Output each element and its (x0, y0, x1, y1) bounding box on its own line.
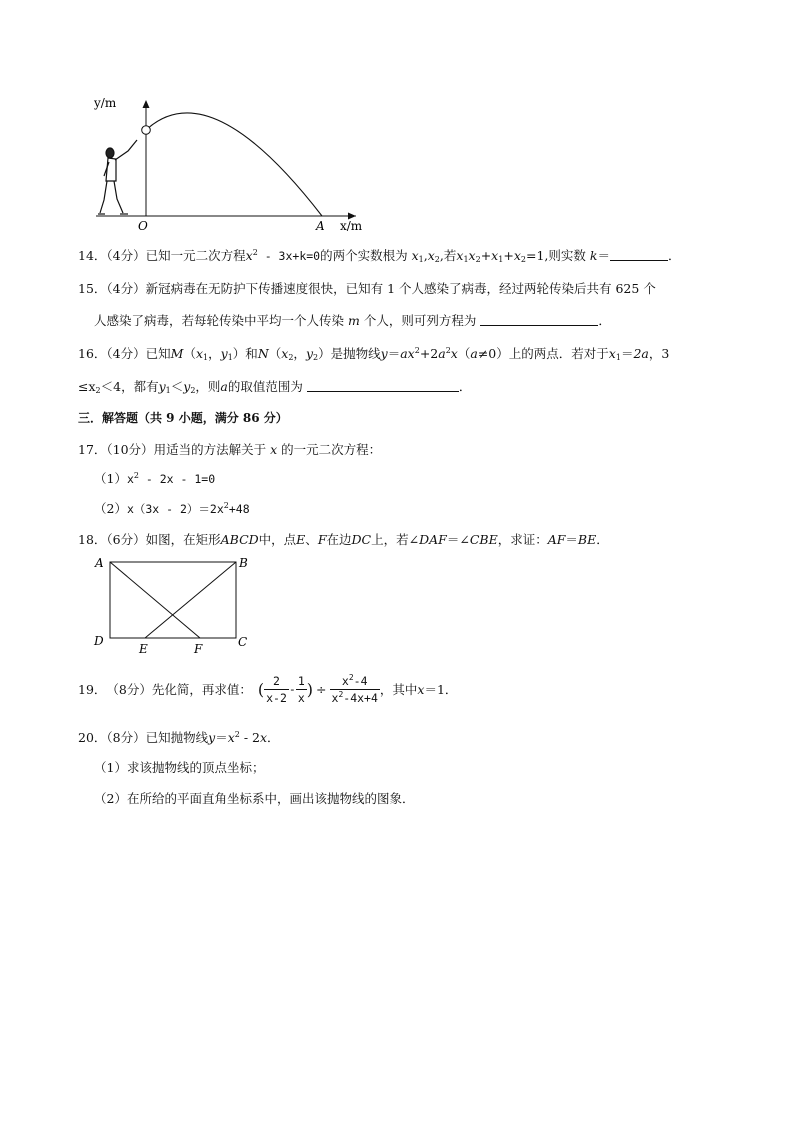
ball-trajectory (146, 113, 322, 216)
segment-af (110, 562, 200, 638)
q16-answer-blank[interactable] (307, 380, 459, 392)
question-15-line2: 人感染了病毒，若每轮传染中平均一个人传染 m 个人，则可列方程为 ． (94, 313, 611, 328)
x-axis-label: x/m (340, 219, 363, 233)
q15-answer-blank[interactable] (480, 314, 598, 326)
section-3-heading: 三．解答题（共 9 小题，满分 86 分） (78, 411, 288, 425)
q19-score: （8分） (106, 682, 152, 697)
q20-score: （8分） (106, 730, 146, 745)
point-a-label: A (316, 219, 325, 233)
question-16-line1: 16．（4分）已知$M(x_1$，$y_1$）和$N(x_2$，$y_2$）是抛物线$y=ax^2+2a^2x(a\ne 0)$上的两点．若对于$x_1=2a$，3 (78, 346, 670, 362)
question-17-part1: $(1)x^2 - 2x - 1=0$ (94, 471, 216, 486)
vertex-a-label: A (95, 556, 104, 570)
q15-text-line1: 新冠病毒在无防护下传播速度很快，已知有 1 个人感染了病毒，经过两轮传染后共有 625 个 (145, 281, 656, 296)
question-15-line1 (78, 279, 656, 297)
q19-number: 19． (78, 682, 107, 697)
q16-number: 16． (78, 346, 107, 361)
q18-number: 18． (78, 532, 107, 547)
parabola-figure (90, 96, 370, 236)
question-14: 14．（4分）已知一元二次方程$x^2 - 3x+k=0$的两个实数根为 $x_1,x_2$,若$x_1x_2+x_1+x_2=1$,则实数 k＝ ． (78, 248, 681, 264)
vertex-c-label: C (238, 635, 248, 649)
question-20-part2: （2）在所给的平面直角坐标系中，画出该抛物线的图象． (94, 791, 415, 806)
q17-score: （10分） (106, 442, 154, 457)
q14-number: 14． (78, 248, 107, 263)
fraction-2-over-x-minus-2: $\frac{2}{x-2}$ (266, 673, 287, 705)
q15-number: 15． (78, 281, 107, 296)
question-20: 20．（8分）已知抛物线$y=x^2 - 2x$． (78, 730, 280, 745)
question-17-part2: $(2)x(3x - 2)=2x^2+48$ (94, 501, 250, 516)
point-f-label: F (194, 642, 203, 656)
question-18: 18．（6分）如图，在矩形ABCD中，点E、F在边DC上，若∠DAF＝∠CBE，求证：AF＝BE． (78, 532, 609, 547)
q14-answer-blank[interactable] (610, 249, 668, 261)
vertex-d-label: D (94, 634, 104, 648)
q15-text-line2: 人感染了病毒，若每轮传染中平均一个人传染 (94, 313, 345, 328)
q20-number: 20． (78, 730, 107, 745)
q18-score: （6分） (106, 532, 146, 547)
ball (142, 126, 151, 135)
q14-score: （4分） (106, 248, 146, 263)
question-16-line2: $\le x_2<4$，都有$y_1<y_2$，则a的取值范围为 ． (78, 379, 472, 395)
question-20-part1: （1）求该抛物线的顶点坐标； (94, 760, 265, 775)
point-e-label: E (139, 642, 148, 656)
q14-equation: - 3x+k=0 (257, 249, 321, 263)
rectangle-figure (90, 554, 260, 656)
q16-score: （4分） (106, 346, 146, 361)
question-19: 19． （8分） 先化简，再求值： ( $\frac{2}{x-2}$ - $\frac{1}{x}$ ) ÷ $\frac{x^2-4}{x^2-4x+4}$ ，其中 x ＝1． (78, 672, 458, 705)
y-axis-arrow (143, 100, 150, 108)
q14-text: 已知一元二次方程 (145, 248, 246, 263)
person-figure (98, 140, 137, 214)
vertex-b-label: B (239, 556, 248, 570)
fraction-rational-expression: $\frac{x^2-4}{x^2-4x+4}$ (331, 672, 378, 705)
fraction-1-over-x: $\frac{1}{x}$ (297, 673, 305, 705)
q15-score: （4分） (106, 281, 146, 296)
origin-label: O (138, 219, 148, 233)
y-axis-label: y/m (94, 96, 117, 110)
q17-number: 17． (78, 442, 107, 457)
segment-be (145, 562, 236, 638)
question-17: 17．（10分）用适当的方法解关于 x 的一元二次方程： (78, 442, 382, 457)
rectangle-abcd (110, 562, 236, 638)
